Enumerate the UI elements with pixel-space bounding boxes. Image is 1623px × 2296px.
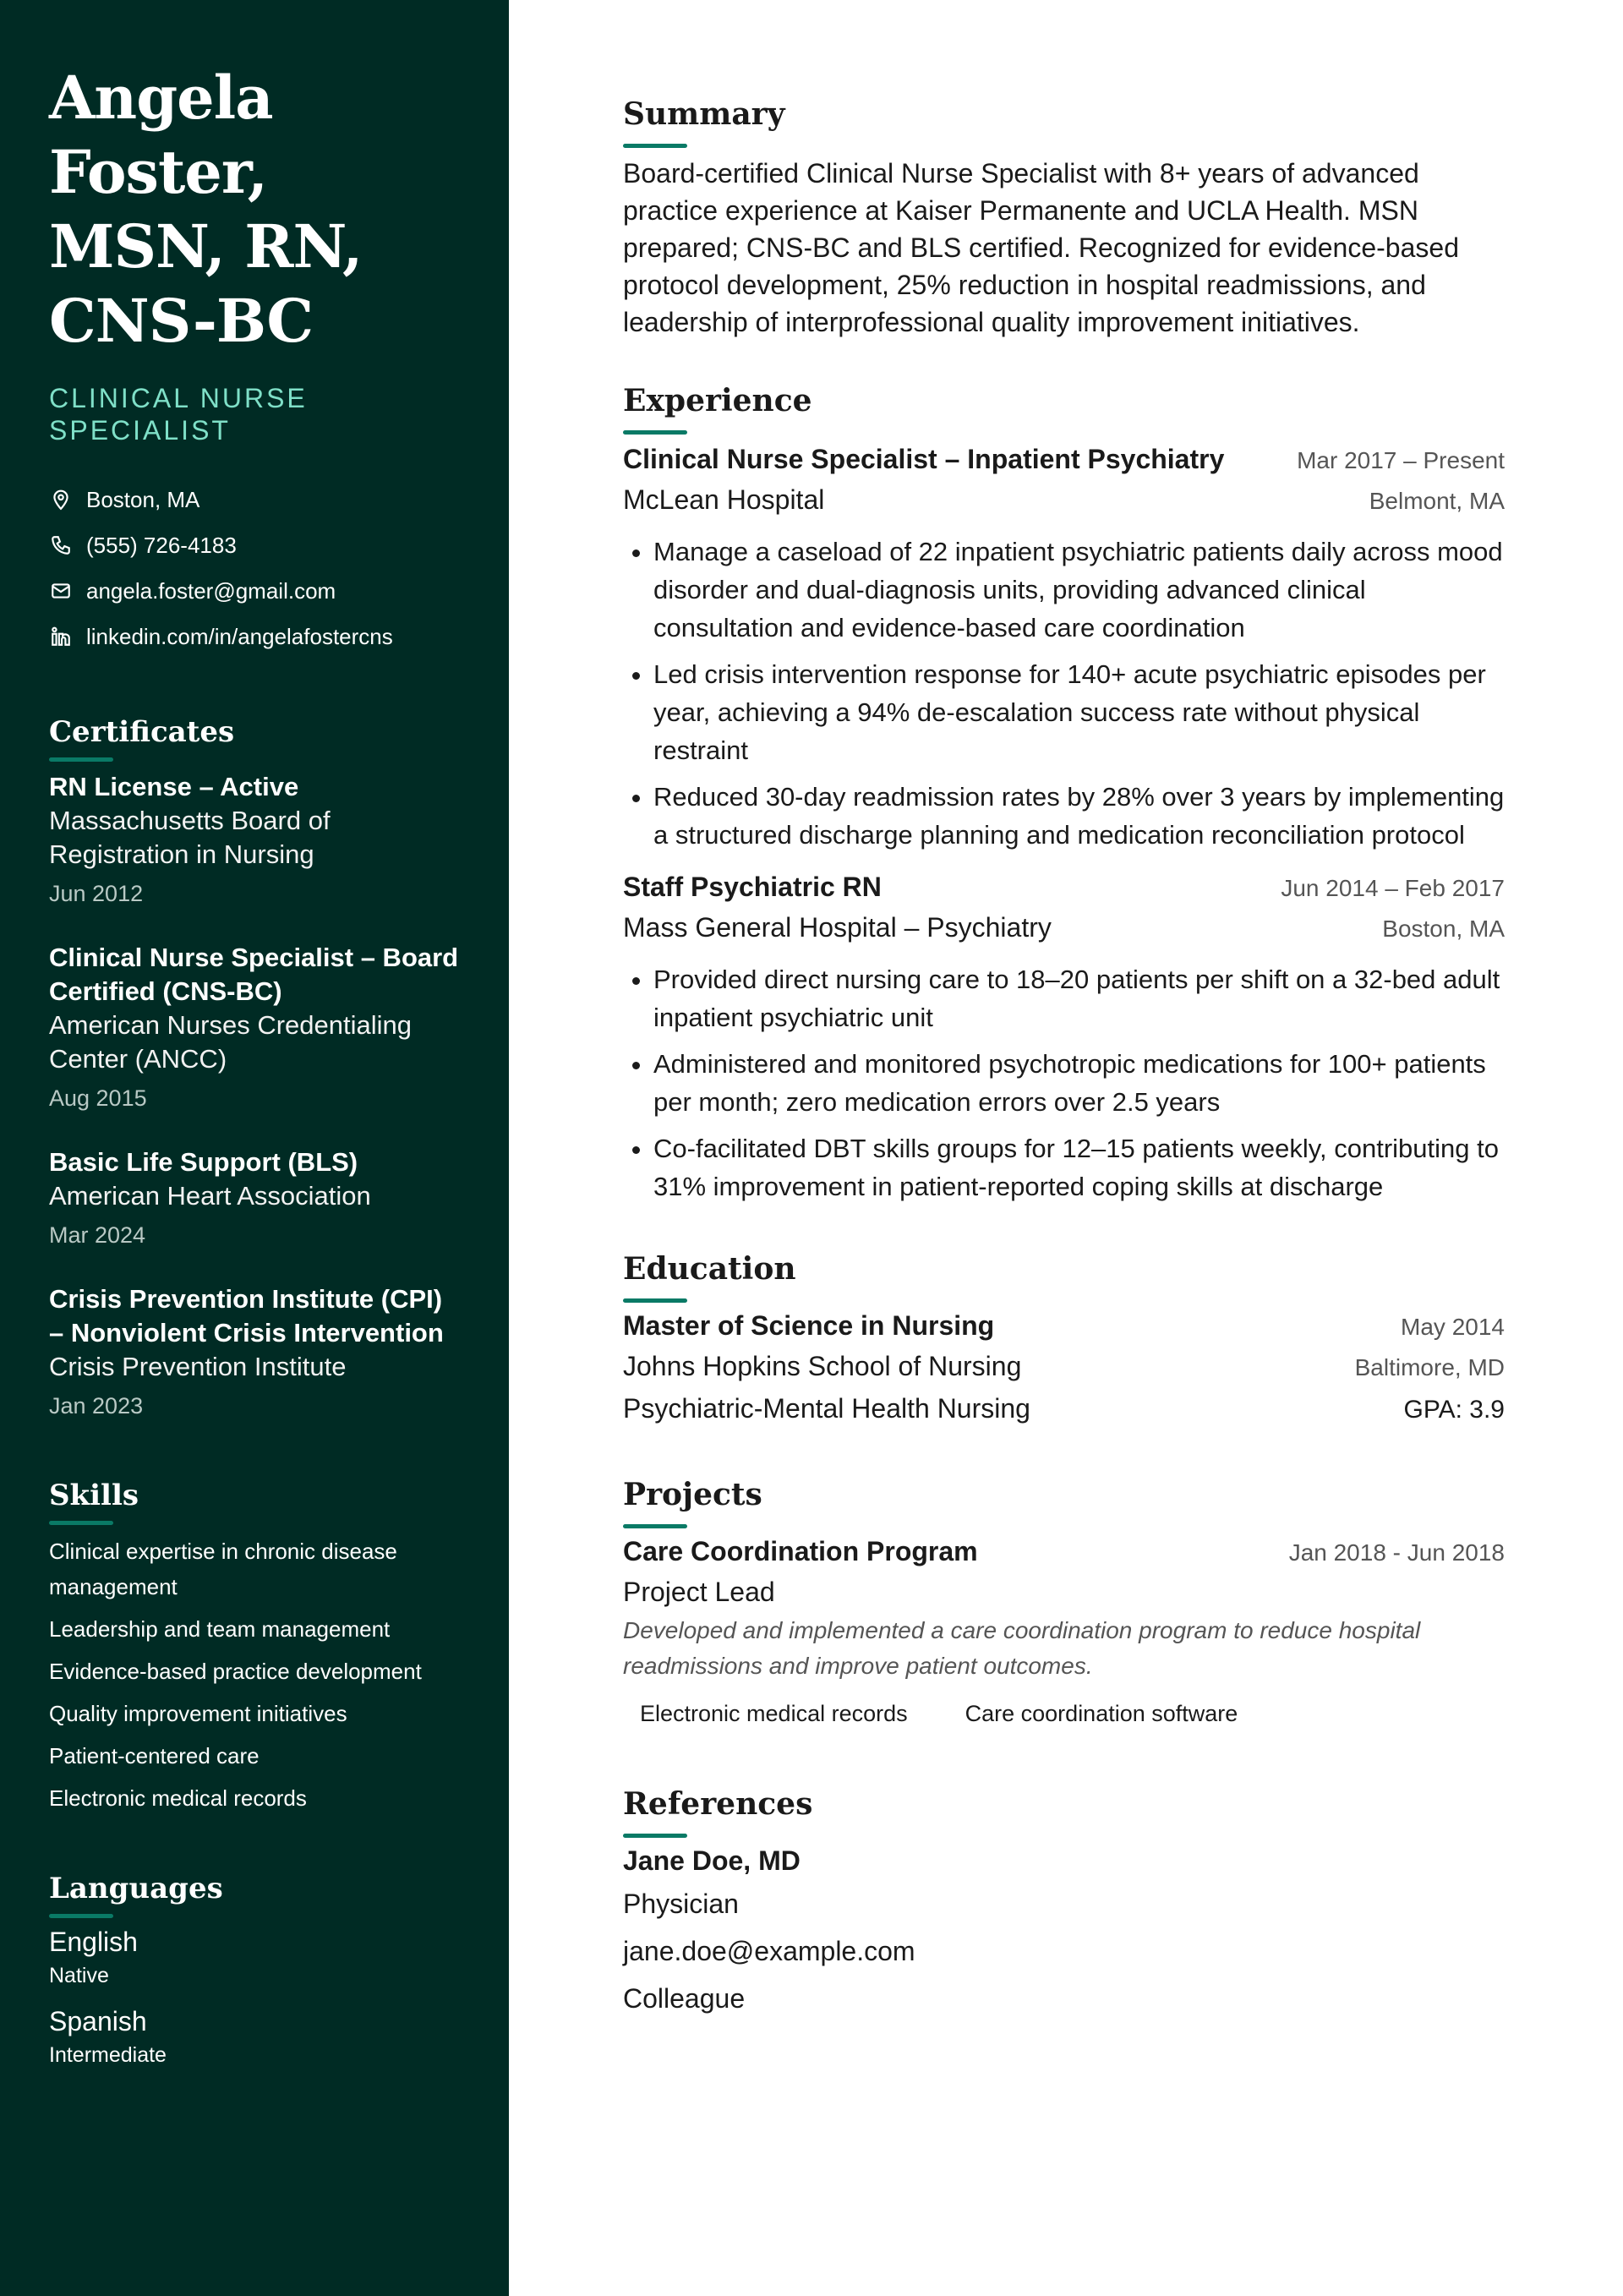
project-header [623, 1532, 1505, 1571]
certificate-date: Jun 2012 [49, 881, 144, 906]
email-link[interactable]: angela.foster@gmail.com [86, 577, 336, 604]
language-name: Spanish [49, 2006, 147, 2036]
certificate-date: Aug 2015 [49, 1085, 147, 1111]
sidebar [0, 0, 509, 2296]
location-pin-icon [49, 488, 73, 511]
heading-accent [623, 1524, 687, 1528]
job-title: Clinical Nurse Specialist – Inpatient Psychiatry [623, 444, 1225, 474]
certificate-title: Clinical Nurse Specialist – Board Certified (CNS-BC) [49, 943, 459, 1006]
job-organization: Mass General Hospital – Psychiatry [623, 912, 1052, 943]
languages-heading: Languages [49, 1872, 223, 1905]
summary-text: Board-certified Clinical Nurse Specialist with 8+ years of advanced practice experience at Kaiser Permanente and UCLA Health. MSN prepared; CNS-BC and BLS certified. Recognized for evidence-based protocol development, 25% reduction in hospital readmissions, and leadership of interprofessional quality improvement initiatives. [623, 158, 1459, 337]
project-tag: Electronic medical records [640, 1701, 908, 1726]
field-of-study: Psychiatric-Mental Health Nursing [623, 1393, 1030, 1424]
projects-heading: Projects [623, 1477, 762, 1512]
heading-accent [49, 1521, 113, 1525]
project-description: Developed and implemented a care coordination program to reduce hospital readmissions and improve patient outcomes. [623, 1617, 1421, 1679]
project-tags [623, 1694, 1505, 1734]
school-name: Johns Hopkins School of Nursing [623, 1351, 1022, 1381]
certificate-date: Mar 2024 [49, 1222, 146, 1248]
linkedin-link[interactable]: linkedin.com/in/angelafostercns [86, 623, 393, 649]
certificate-issuer: American Nurses Credentialing Center (ANCC) [49, 1010, 413, 1074]
candidate-name: Angela Foster, MSN, RN, CNS-BC [49, 63, 363, 356]
certificate-item [49, 941, 460, 1115]
location-text: Boston, MA [86, 486, 200, 512]
job-bullets [623, 533, 1505, 854]
degree-name: Master of Science in Nursing [623, 1310, 995, 1341]
certificate-title: RN License – Active [49, 772, 299, 801]
language-name: English [49, 1927, 138, 1957]
skill-item: Clinical expertise in chronic disease management [49, 1539, 397, 1599]
job-subheader [623, 478, 1505, 521]
job-bullet: • Administered and monitored psychotropic medications for 100+ patients per month; zero medication errors over 2.5 years [653, 1045, 1505, 1121]
job-entry [623, 867, 1505, 1205]
job-dates: Jun 2014 – Feb 2017 [1281, 875, 1505, 901]
heading-accent [623, 430, 687, 435]
summary-section [623, 95, 1505, 341]
project-dates: Jan 2018 - Jun 2018 [1288, 1539, 1505, 1566]
job-subheader [623, 906, 1505, 948]
certificate-item [49, 770, 460, 910]
reference-name: Jane Doe, MD [623, 1845, 801, 1876]
education-section [623, 1249, 1505, 1431]
education-date: May 2014 [1401, 1314, 1505, 1340]
job-header [623, 867, 1505, 906]
email-icon [49, 579, 73, 603]
references-section [623, 1785, 1505, 2022]
language-level: Native [49, 1964, 109, 1987]
skill-item: Quality improvement initiatives [49, 1701, 347, 1726]
phone-icon [49, 533, 73, 557]
contact-linkedin[interactable] [49, 614, 460, 659]
contact-phone [49, 522, 460, 568]
certificate-issuer: American Heart Association [49, 1181, 371, 1211]
skill-item: Leadership and team management [49, 1616, 391, 1642]
skill-item: Evidence-based practice development [49, 1659, 422, 1684]
candidate-role: CLINICAL NURSE SPECIALIST [49, 383, 308, 446]
certificate-date: Jan 2023 [49, 1393, 144, 1419]
experience-section [623, 381, 1505, 1205]
skill-item: Patient-centered care [49, 1743, 260, 1768]
school-location: Baltimore, MD [1354, 1354, 1505, 1380]
job-bullet: • Co-facilitated DBT skills groups for 12–15 patients weekly, contributing to 31% improvement in patient-reported coping skills at discharge [653, 1129, 1505, 1205]
job-title: Staff Psychiatric RN [623, 872, 882, 902]
gpa: GPA: 3.9 [1403, 1396, 1505, 1424]
job-bullet: • Manage a caseload of 22 inpatient psychiatric patients daily across mood disorder and dual-diagnosis units, providing advanced clinical consultation and evidence-based care coordination [653, 533, 1505, 647]
job-location: Belmont, MA [1369, 488, 1505, 514]
reference-title: Physician [623, 1889, 739, 1919]
heading-accent [49, 757, 113, 762]
skill-item: Electronic medical records [49, 1785, 307, 1811]
experience-heading: Experience [623, 383, 812, 418]
references-heading: References [623, 1786, 813, 1822]
phone-text: (555) 726-4183 [86, 532, 237, 558]
project-name: Care Coordination Program [623, 1536, 978, 1566]
skills-section [49, 1477, 460, 1816]
languages-section [49, 1870, 460, 2070]
heading-accent [623, 144, 687, 148]
skills-heading: Skills [49, 1479, 139, 1512]
certificates-section [49, 713, 460, 1423]
contact-list [49, 477, 460, 659]
education-header [623, 1306, 1505, 1345]
language-level: Intermediate [49, 2043, 167, 2067]
summary-heading: Summary [623, 96, 785, 132]
contact-location [49, 477, 460, 522]
job-bullet: • Reduced 30-day readmission rates by 28% over 3 years by implementing a structured discharge planning and medication reconciliation protocol [653, 778, 1505, 854]
linkedin-icon [49, 625, 73, 648]
job-organization: McLean Hospital [623, 484, 825, 515]
reference-relation: Colleague [623, 1983, 746, 2014]
contact-email[interactable] [49, 568, 460, 614]
job-dates: Mar 2017 – Present [1297, 447, 1505, 473]
main-content [509, 0, 1623, 2296]
job-header [623, 440, 1505, 478]
certificate-title: Basic Life Support (BLS) [49, 1147, 358, 1177]
reference-email[interactable]: jane.doe@example.com [623, 1936, 915, 1966]
projects-section [623, 1475, 1505, 1734]
job-bullet: • Provided direct nursing care to 18–20 patients per shift on a 32-bed adult inpatient psychiatric unit [653, 960, 1505, 1036]
project-tag: Care coordination software [965, 1701, 1238, 1726]
certificate-issuer: Crisis Prevention Institute [49, 1352, 347, 1381]
heading-accent [623, 1834, 687, 1838]
project-role: Project Lead [623, 1577, 775, 1607]
job-bullet: • Led crisis intervention response for 140+ acute psychiatric episodes per year, achieving a 94% de-escalation success rate without physical restraint [653, 655, 1505, 769]
certificate-item [49, 1282, 460, 1423]
education-school-row [623, 1345, 1505, 1387]
certificate-item [49, 1145, 460, 1252]
heading-accent [49, 1914, 113, 1918]
education-heading: Education [623, 1251, 796, 1287]
job-location: Boston, MA [1382, 916, 1505, 942]
job-bullets [623, 960, 1505, 1205]
education-field-row [623, 1387, 1505, 1431]
heading-accent [623, 1298, 687, 1303]
certificate-title: Crisis Prevention Institute (CPI) – Nonviolent Crisis Intervention [49, 1284, 444, 1348]
certificates-heading: Certificates [49, 715, 235, 749]
certificate-issuer: Massachusetts Board of Registration in Nursing [49, 806, 331, 869]
job-entry [623, 440, 1505, 854]
